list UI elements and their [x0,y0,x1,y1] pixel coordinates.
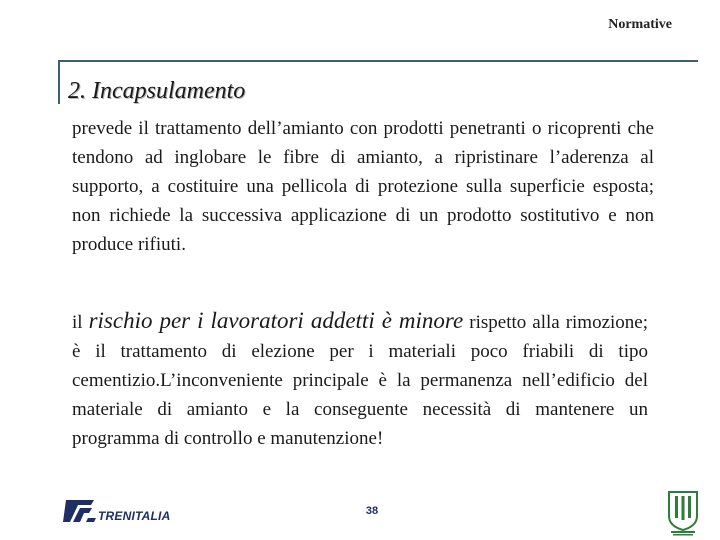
university-emblem-icon [667,490,699,536]
paragraph-risk-body: rispetto alla rimozione; è il trattamento di elezione per i materiali poco friabili di tipo cementizio.L’inconveniente principale è la permanenza nell’edificio del materiale di amianto e la conseguente necessità di mantenere un programma di controllo e manutenzione! [72,312,648,449]
paragraph-risk-emphasis: rischio per i lavoratori addetti è minore [88,308,464,333]
paragraph-description: prevede il trattamento dell’amianto con prodotti penetranti o ricoprenti che tendono ad inglobare le fibre di amianto, a ripristinare l’aderenza al supporto, a costituire una pellicola di protezione sulla superficie esposta; non richiede la successiva applicazione di un prodotto sostitutivo e non produce rifiuti. [72,118,654,255]
paragraph-risk-prefix: il [72,312,89,333]
header-divider-horizontal [58,60,698,62]
header-section-label: Normative [608,17,672,32]
section-title: 2. Incapsulamento [68,78,246,104]
trenitalia-logo-text: TRENITALIA [98,509,171,523]
header-divider-vertical [58,60,60,104]
paragraph-risk [72,306,648,453]
page-number: 38 [365,505,379,517]
